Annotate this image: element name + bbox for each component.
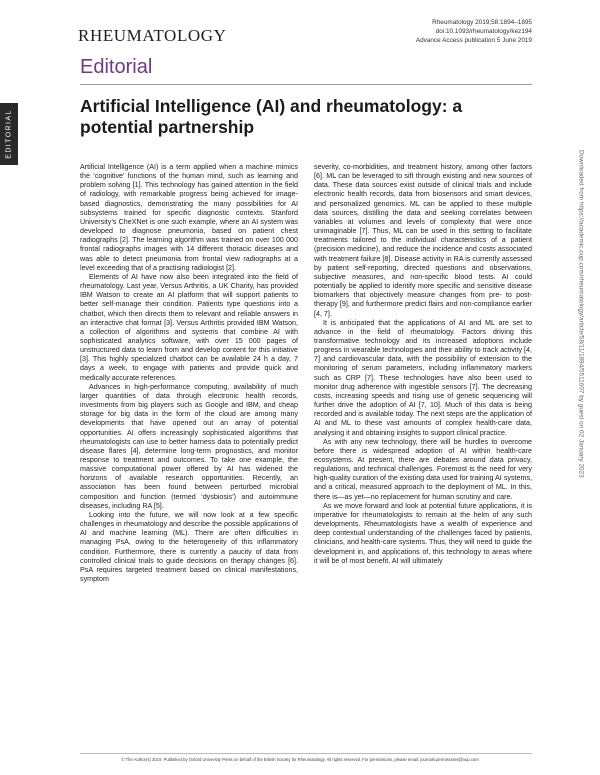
side-tab — [0, 103, 18, 165]
column-left — [80, 163, 298, 745]
paragraph: Looking into the future, we will now look at a few specific challenges in rheumatology and describe the possible applications of AI and machine learning (ML). There are often difficulties in managing PsA, owing to the heterogeneity of this inflammatory condition. Furthermore, there is currently a paucity of data from controlled clinical trials to guide decisions on therapy changes [6]. PsA requires targeted treatment based on clinical manifestations, symptom — [80, 510, 298, 584]
paragraph: Advances in high-performance computing, availability of much larger quantities of data through electronic health records, investments from big players such as Google and IBM, and cheap storage for big data in the form of the cloud are among many developments that have opened out an array of potential opportunities. AI offers increasingly sophisticated algorithms that rheumatologists can use to better harness data to potentially predict disease flares [4], determine long-term prognostics, and monitor response to treatment and outcomes. To take one example, the massive computational power offered by AI has widened the horizons of available research opportunities. Recently, an association has been found between perturbed microbial composition and function (termed ‘dysbiosis’) and autoimmune diseases, including RA [5]. — [80, 382, 298, 510]
paragraph: Elements of AI have now also been integrated into the field of rheumatology. Last year, Versus Arthritis, a UK Charity, has provided IBM Watson to create an AI platform that will support patients to better self-manage their condition. Patients type questions into a chatbot, which then directs them to relevant and reliable answers in an interactive chat format [3]. Versus Arthritis provided IBM Watson, a collection of algorithms and systems that combine AI with sophisticated analytics software, with over 15 000 pages of unstructured data to learn from and develop content for this initiative [3]. This highly specialized chatbot can be available 24 h a day, 7 days a week, to engage with patients and provide quick and medically accurate references. — [80, 272, 298, 382]
doi-line[interactable]: doi:10.1093/rheumatology/kez194 — [435, 28, 532, 35]
paragraph: severity, co-morbidities, and treatment history, among other factors [6]. ML can be leveraged to sift through existing and new sources of data. These data sources exist outside of clinical trials and include electronic health records, data from biosensors and smart devices, and personalized genomics. ML can be applied to these multiple data sources, distilling the data and seeking correlates between variables at volumes and levels of complexity that were once unimaginable [7]. Thus, ML can be used in this setting to facilitate treatments tailored to the individual characteristics of a patient (precision medicine), and reduce the incidence and costs associated with treatment failure [8]. Disease activity in RA is currently assessed by patient self-reporting, directed questions and observations, subjective measures, and non-specific blood tests. AI could potentially be applied to identify more specific and sensitive disease biomarkers that objectively measure changes from pre- to post-therapy [9], and furthermore predict flairs and non-compliance earlier [4, 7]. — [314, 163, 532, 318]
paragraph: As we move forward and look at potential future applications, it is imperative for rheumatologists to remain at the helm of any such developments. Rheumatologists have a wealth of experience and deep contextual understanding of the challenges faced by patients, clinicians, and health-care systems. Thus, they will need to guide the development in, and applications of, this technology to areas where it will be of most benefit. AI will ultimately — [314, 501, 532, 565]
citation-block — [416, 18, 532, 45]
section-label: Editorial — [80, 56, 153, 78]
download-watermark — [574, 150, 588, 710]
paragraph: As with any new technology, there will be hurdles to overcome before there is widespread adoption of AI within health-care ecosystems. At present, there are debates around data privacy, regulations, and technical challenges. Foremost is the need for very high-quality curation of the existing data used for training AI systems, and a critical, measured approach to the deployment of ML. In this, there is—as yet—no replacement for human scrutiny and care. — [314, 437, 532, 501]
citation-line: Rheumatology 2019;58:1894–1895 — [432, 19, 532, 26]
paragraph: Artificial Intelligence (AI) is a term applied when a machine mimics the ‘cognitive’ functions of the human mind, such as learning and problem solving [1]. This technology has gained attention in the field of radiology, with remarkable progress being achieved for image-based diagnostics, demonstrating the many possibilities for AI subsystems trained for specific diagnostic contexts. Stanford University’s CheXNet is one such example, where an AI system was developed to diagnose pneumonia, based on patient chest radiographs [2]. The learning algorithm was trained on over 100 000 frontal radiographs images with 14 different thoracic diseases and was able to detect pneumonia from frontal view radiographs at a level exceeding that of a practising radiologist [2]. — [80, 163, 298, 272]
article-body — [80, 163, 532, 745]
copyright-footer: © The Author(s) 2019. Published by Oxford University Press on behalf of the British Society for Rheumatology. All rights reserved. For permissions, please email: journals.permissions@oup.com — [121, 757, 479, 762]
journal-name: RHEUMATOLOGY — [78, 26, 227, 45]
footer-divider — [80, 753, 532, 754]
section-divider — [80, 84, 532, 85]
publication-date-line: Advance Access publication 5 June 2019 — [415, 37, 532, 44]
download-watermark-text[interactable]: Downloaded from https://academic.oup.com/rheumatology/article/58/11/1894/5511607 by guest on 02 January 2023 — [577, 150, 585, 478]
column-right — [314, 163, 532, 745]
side-tab-label: EDITORIAL — [5, 109, 13, 159]
article-title: Artificial Intelligence (AI) and rheumatology: a potential partnership — [80, 96, 463, 137]
paragraph: It is anticipated that the applications of AI and ML are set to advance in the field of rheumatology. Factors driving this transformative technology and its increased adoptions include progress in wearable technologies and their ability to track activity [4, 7] and cardiovascular data, with the possibility of extension to the monitoring of serum parameters, including inflammatory markers such as CRP [7]. These technologies have also been used to monitor drug adherence with ingestible sensors [7]. The decreasing costs, increasing speeds and rising use of genetic sequencing will further drive the adoption of AI [7, 10]. Much of this data is being recorded and is available today. The next steps are the application of AI and ML to these vast amounts of complex health-care data, analysing it and obtaining insights to support clinical practice. — [314, 318, 532, 437]
